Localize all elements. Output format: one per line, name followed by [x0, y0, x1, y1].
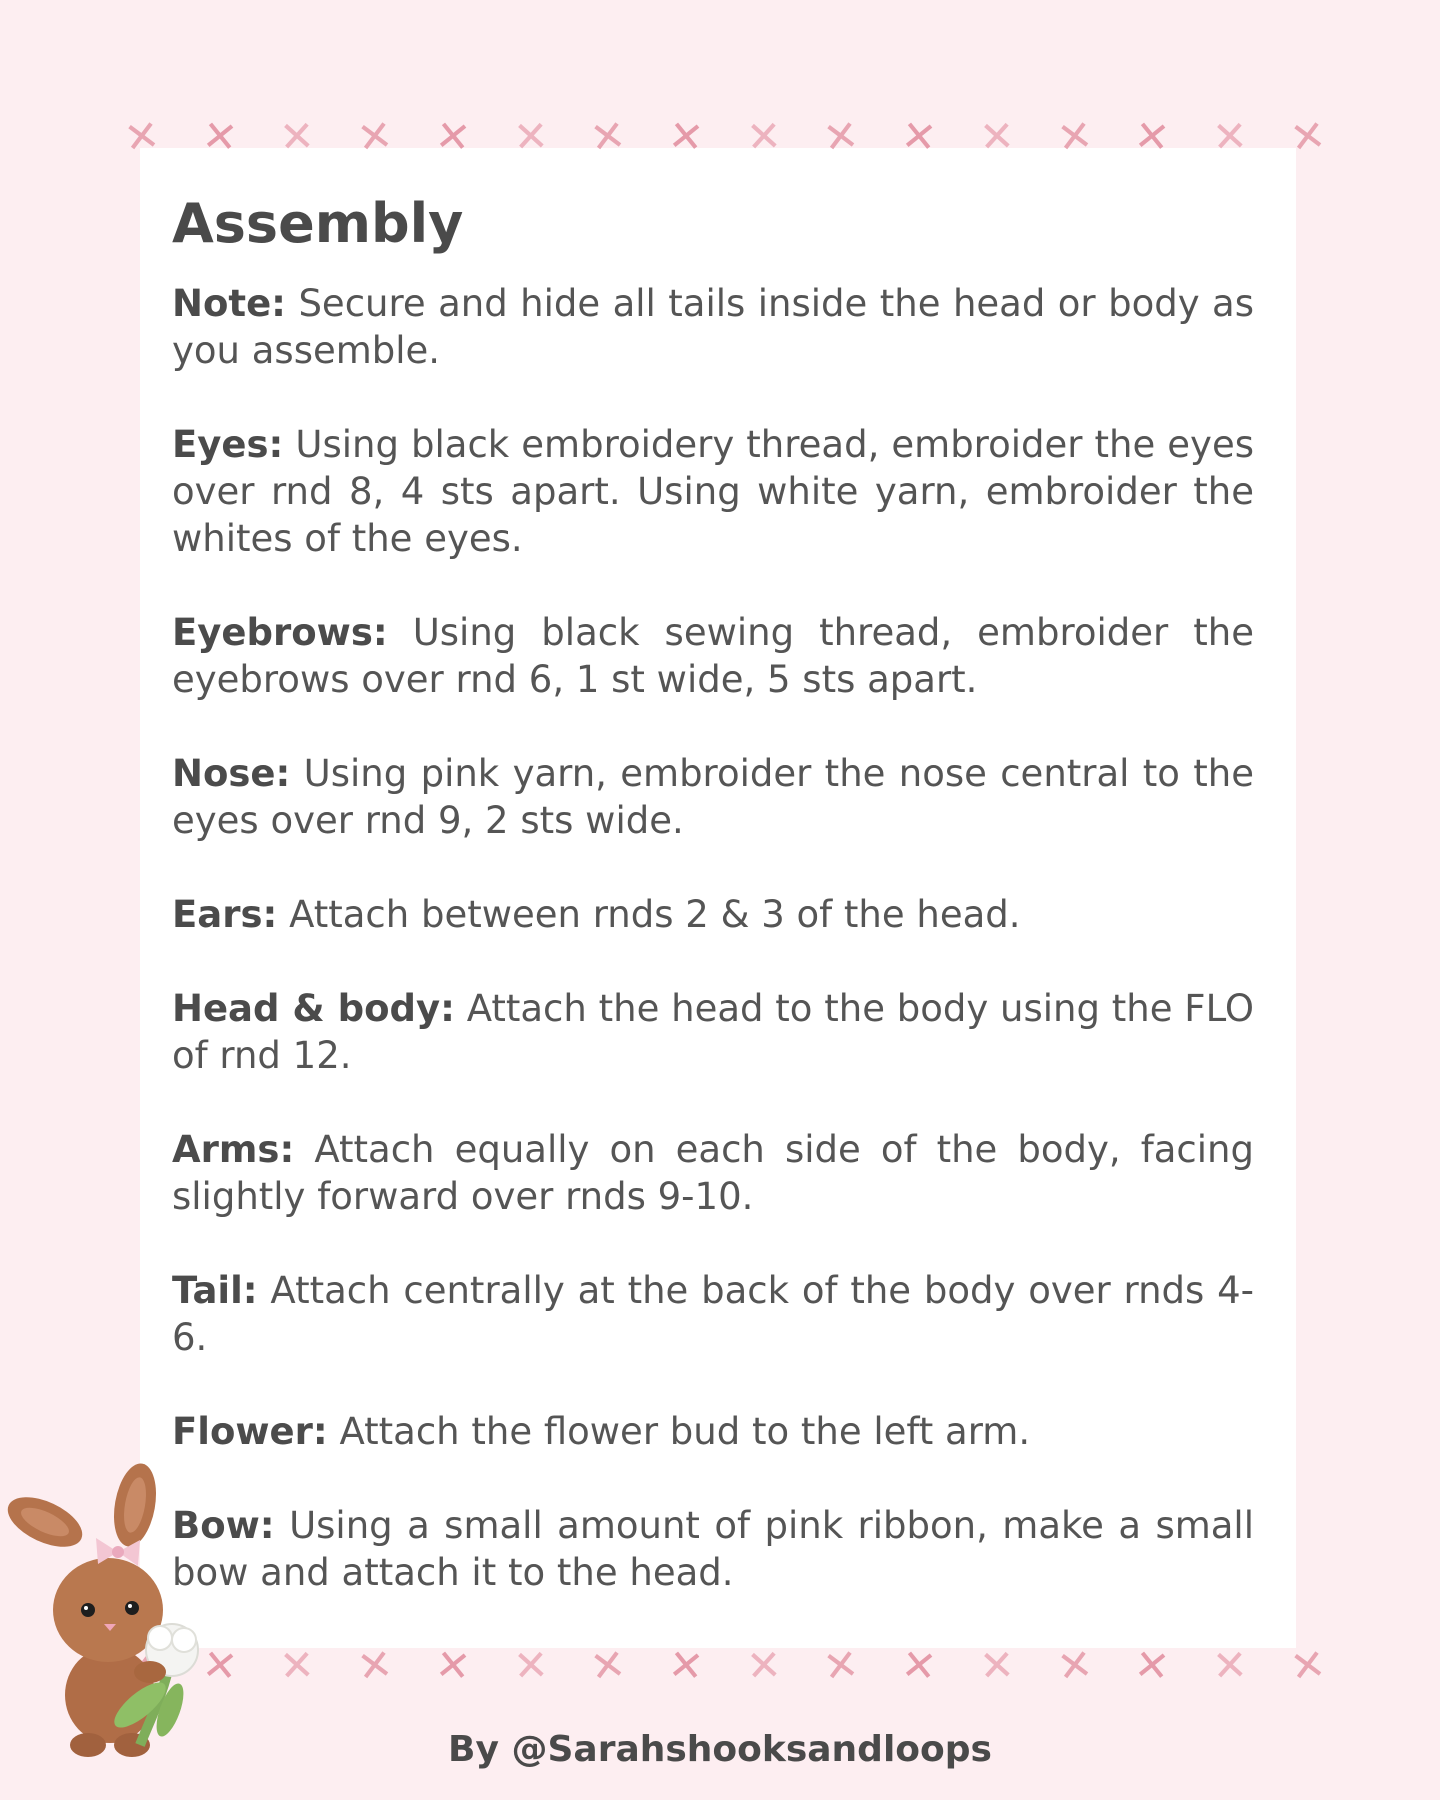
section-text: Attach centrally at the back of the body over rnds 4-6.: [172, 1269, 1254, 1359]
cross-stitch-icon: ✕: [820, 109, 863, 164]
cross-stitch-icon: ✕: [1132, 1639, 1173, 1692]
cross-stitch-icon: ✕: [278, 1640, 317, 1691]
cross-stitch-icon: ✕: [666, 110, 707, 163]
crochet-bunny-illustration: [0, 1460, 210, 1760]
cross-stitch-icon: ✕: [278, 111, 317, 162]
section-label: Tail:: [172, 1269, 258, 1312]
section-label: Eyebrows:: [172, 611, 388, 654]
cross-stitch-icon: ✕: [511, 111, 550, 162]
section-bow: [172, 1502, 1254, 1596]
section-text: Attach equally on each side of the body, facing slightly forward over rnds 9-10.: [172, 1128, 1254, 1218]
cross-stitch-icon: ✕: [899, 1639, 940, 1692]
section-flower: [172, 1408, 1254, 1455]
cross-stitch-icon: ✕: [432, 1639, 473, 1692]
section-text: Attach between rnds 2 & 3 of the head.: [289, 893, 1021, 936]
section-eyes: [172, 421, 1254, 562]
section-label: Bow:: [172, 1504, 275, 1547]
cross-stitch-icon: ✕: [744, 111, 783, 162]
bunny-bow-knot: [112, 1546, 124, 1558]
author-byline: By @Sarahshooksandloops: [448, 1729, 992, 1770]
cross-stitch-icon: ✕: [587, 109, 630, 164]
cross-stitch-icon: ✕: [199, 1639, 240, 1692]
cross-stitch-icon: ✕: [820, 1638, 863, 1693]
section-label: Note:: [172, 282, 286, 325]
section-nose: [172, 750, 1254, 844]
bottom-cross-stitch-border: [120, 1638, 1330, 1693]
section-text: Attach the head to the body using the FLO of rnd 12.: [172, 987, 1254, 1077]
top-cross-stitch-border: [120, 109, 1330, 164]
cross-stitch-icon: ✕: [1286, 1638, 1329, 1693]
cross-stitch-icon: ✕: [354, 109, 396, 164]
section-arms: [172, 1126, 1254, 1220]
cross-stitch-icon: ✕: [587, 1638, 630, 1693]
section-label: Flower:: [172, 1410, 328, 1453]
cross-stitch-icon: ✕: [354, 1638, 396, 1693]
section-label: Arms:: [172, 1128, 295, 1171]
cross-stitch-icon: ✕: [1132, 110, 1173, 163]
cross-stitch-icon: ✕: [121, 109, 163, 164]
cross-stitch-icon: ✕: [978, 111, 1016, 162]
section-note: [172, 280, 1254, 374]
cross-stitch-icon: ✕: [1211, 1640, 1249, 1691]
section-ears: [172, 891, 1254, 938]
cross-stitch-icon: ✕: [1053, 109, 1096, 164]
section-text: Using black embroidery thread, embroider the eyes over rnd 8, 4 sts apart. Using white yarn, embroider the whites of the eyes.: [172, 423, 1254, 560]
flower-petal-2: [172, 1628, 196, 1652]
bunny-eye-shine-right: [128, 1604, 132, 1608]
section-label: Eyes:: [172, 423, 284, 466]
section-text: Attach the flower bud to the left arm.: [339, 1410, 1031, 1453]
section-text: Using black sewing thread, embroider the eyebrows over rnd 6, 1 st wide, 5 sts apart.: [172, 611, 1254, 701]
assembly-content: [172, 190, 1254, 1643]
bunny-eye-left: [81, 1603, 95, 1617]
cross-stitch-icon: ✕: [899, 110, 940, 163]
flower-petal-1: [148, 1626, 172, 1650]
bunny-arm: [134, 1661, 166, 1683]
section-eyebrows: [172, 609, 1254, 703]
cross-stitch-icon: ✕: [511, 1640, 550, 1691]
cross-stitch-icon: ✕: [744, 1640, 783, 1691]
section-tail: [172, 1267, 1254, 1361]
section-text: Using a small amount of pink ribbon, make a small bow and attach it to the head.: [172, 1504, 1254, 1594]
bunny-eye-right: [125, 1601, 139, 1615]
cross-stitch-icon: ✕: [1286, 109, 1329, 164]
section-text: Secure and hide all tails inside the head or body as you assemble.: [172, 282, 1254, 372]
section-label: Ears:: [172, 893, 278, 936]
section-label: Nose:: [172, 752, 291, 795]
cross-stitch-icon: ✕: [199, 110, 240, 163]
section-label: Head & body:: [172, 987, 455, 1030]
page-title: Assembly: [172, 192, 464, 255]
bunny-eye-shine-left: [84, 1606, 88, 1610]
cross-stitch-icon: ✕: [1053, 1638, 1096, 1693]
section-text: Using pink yarn, embroider the nose central to the eyes over rnd 9, 2 sts wide.: [172, 752, 1255, 842]
cross-stitch-icon: ✕: [978, 1640, 1016, 1691]
cross-stitch-icon: ✕: [666, 1639, 707, 1692]
cross-stitch-icon: ✕: [1211, 111, 1249, 162]
section-head-body: [172, 985, 1254, 1079]
cross-stitch-icon: ✕: [432, 110, 473, 163]
